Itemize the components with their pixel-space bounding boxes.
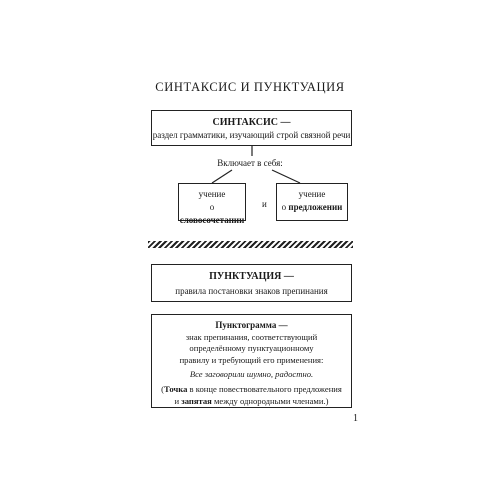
phrase-doctrine-box bbox=[178, 183, 246, 225]
punctuation-definition-box bbox=[151, 264, 352, 302]
phrase-line2 bbox=[179, 201, 245, 227]
sentence-doctrine-box bbox=[276, 183, 348, 221]
punctogram-line1: знак препинания, соответствующий bbox=[185, 331, 318, 342]
punctogram-term: Пунктограмма — bbox=[215, 320, 288, 330]
sentence-prefix: о bbox=[281, 202, 287, 212]
note-text2: и bbox=[174, 395, 182, 406]
page-title: СИНТАКСИС И ПУНКТУАЦИЯ bbox=[155, 80, 345, 94]
phrase-prefix: о bbox=[209, 202, 215, 212]
connector-line-left bbox=[212, 170, 232, 183]
punctogram-note-line1 bbox=[152, 384, 351, 396]
punctuation-term: ПУНКТУАЦИЯ — bbox=[209, 271, 294, 282]
phrase-term: словосочетании bbox=[179, 215, 245, 225]
page-number: 1 bbox=[353, 413, 358, 424]
sentence-term: предложении bbox=[288, 202, 343, 212]
note-open: ( bbox=[161, 383, 165, 394]
section-divider bbox=[148, 241, 353, 248]
note-bold-comma: запятая bbox=[181, 395, 212, 406]
punctogram-example: Все заговорили шумно, радостно. bbox=[189, 369, 314, 380]
punctogram-line2: определённому пунктуационному bbox=[189, 343, 314, 354]
note-text1: в конце повествовательного предложения bbox=[187, 383, 342, 394]
syntax-term: СИНТАКСИС — bbox=[212, 117, 291, 128]
includes-label: Включает в себя: bbox=[217, 158, 283, 168]
punctuation-definition: правила постановки знаков препинания bbox=[175, 286, 328, 296]
note-text3: между однородными членами.) bbox=[211, 395, 329, 406]
punctogram-box bbox=[151, 314, 352, 408]
syntax-definition: раздел грамматики, изучающий строй связной речи bbox=[152, 130, 351, 140]
punctogram-note-line2 bbox=[152, 396, 351, 408]
sentence-line1: учение bbox=[298, 189, 326, 199]
note-bold-period: Точка bbox=[164, 383, 188, 394]
conjunction-and: и bbox=[262, 199, 267, 209]
punctogram-line3: правилу и требующий его применения: bbox=[179, 354, 324, 365]
phrase-line1: учение bbox=[198, 189, 226, 199]
connector-line-right bbox=[272, 170, 300, 183]
sentence-line2 bbox=[277, 201, 347, 214]
